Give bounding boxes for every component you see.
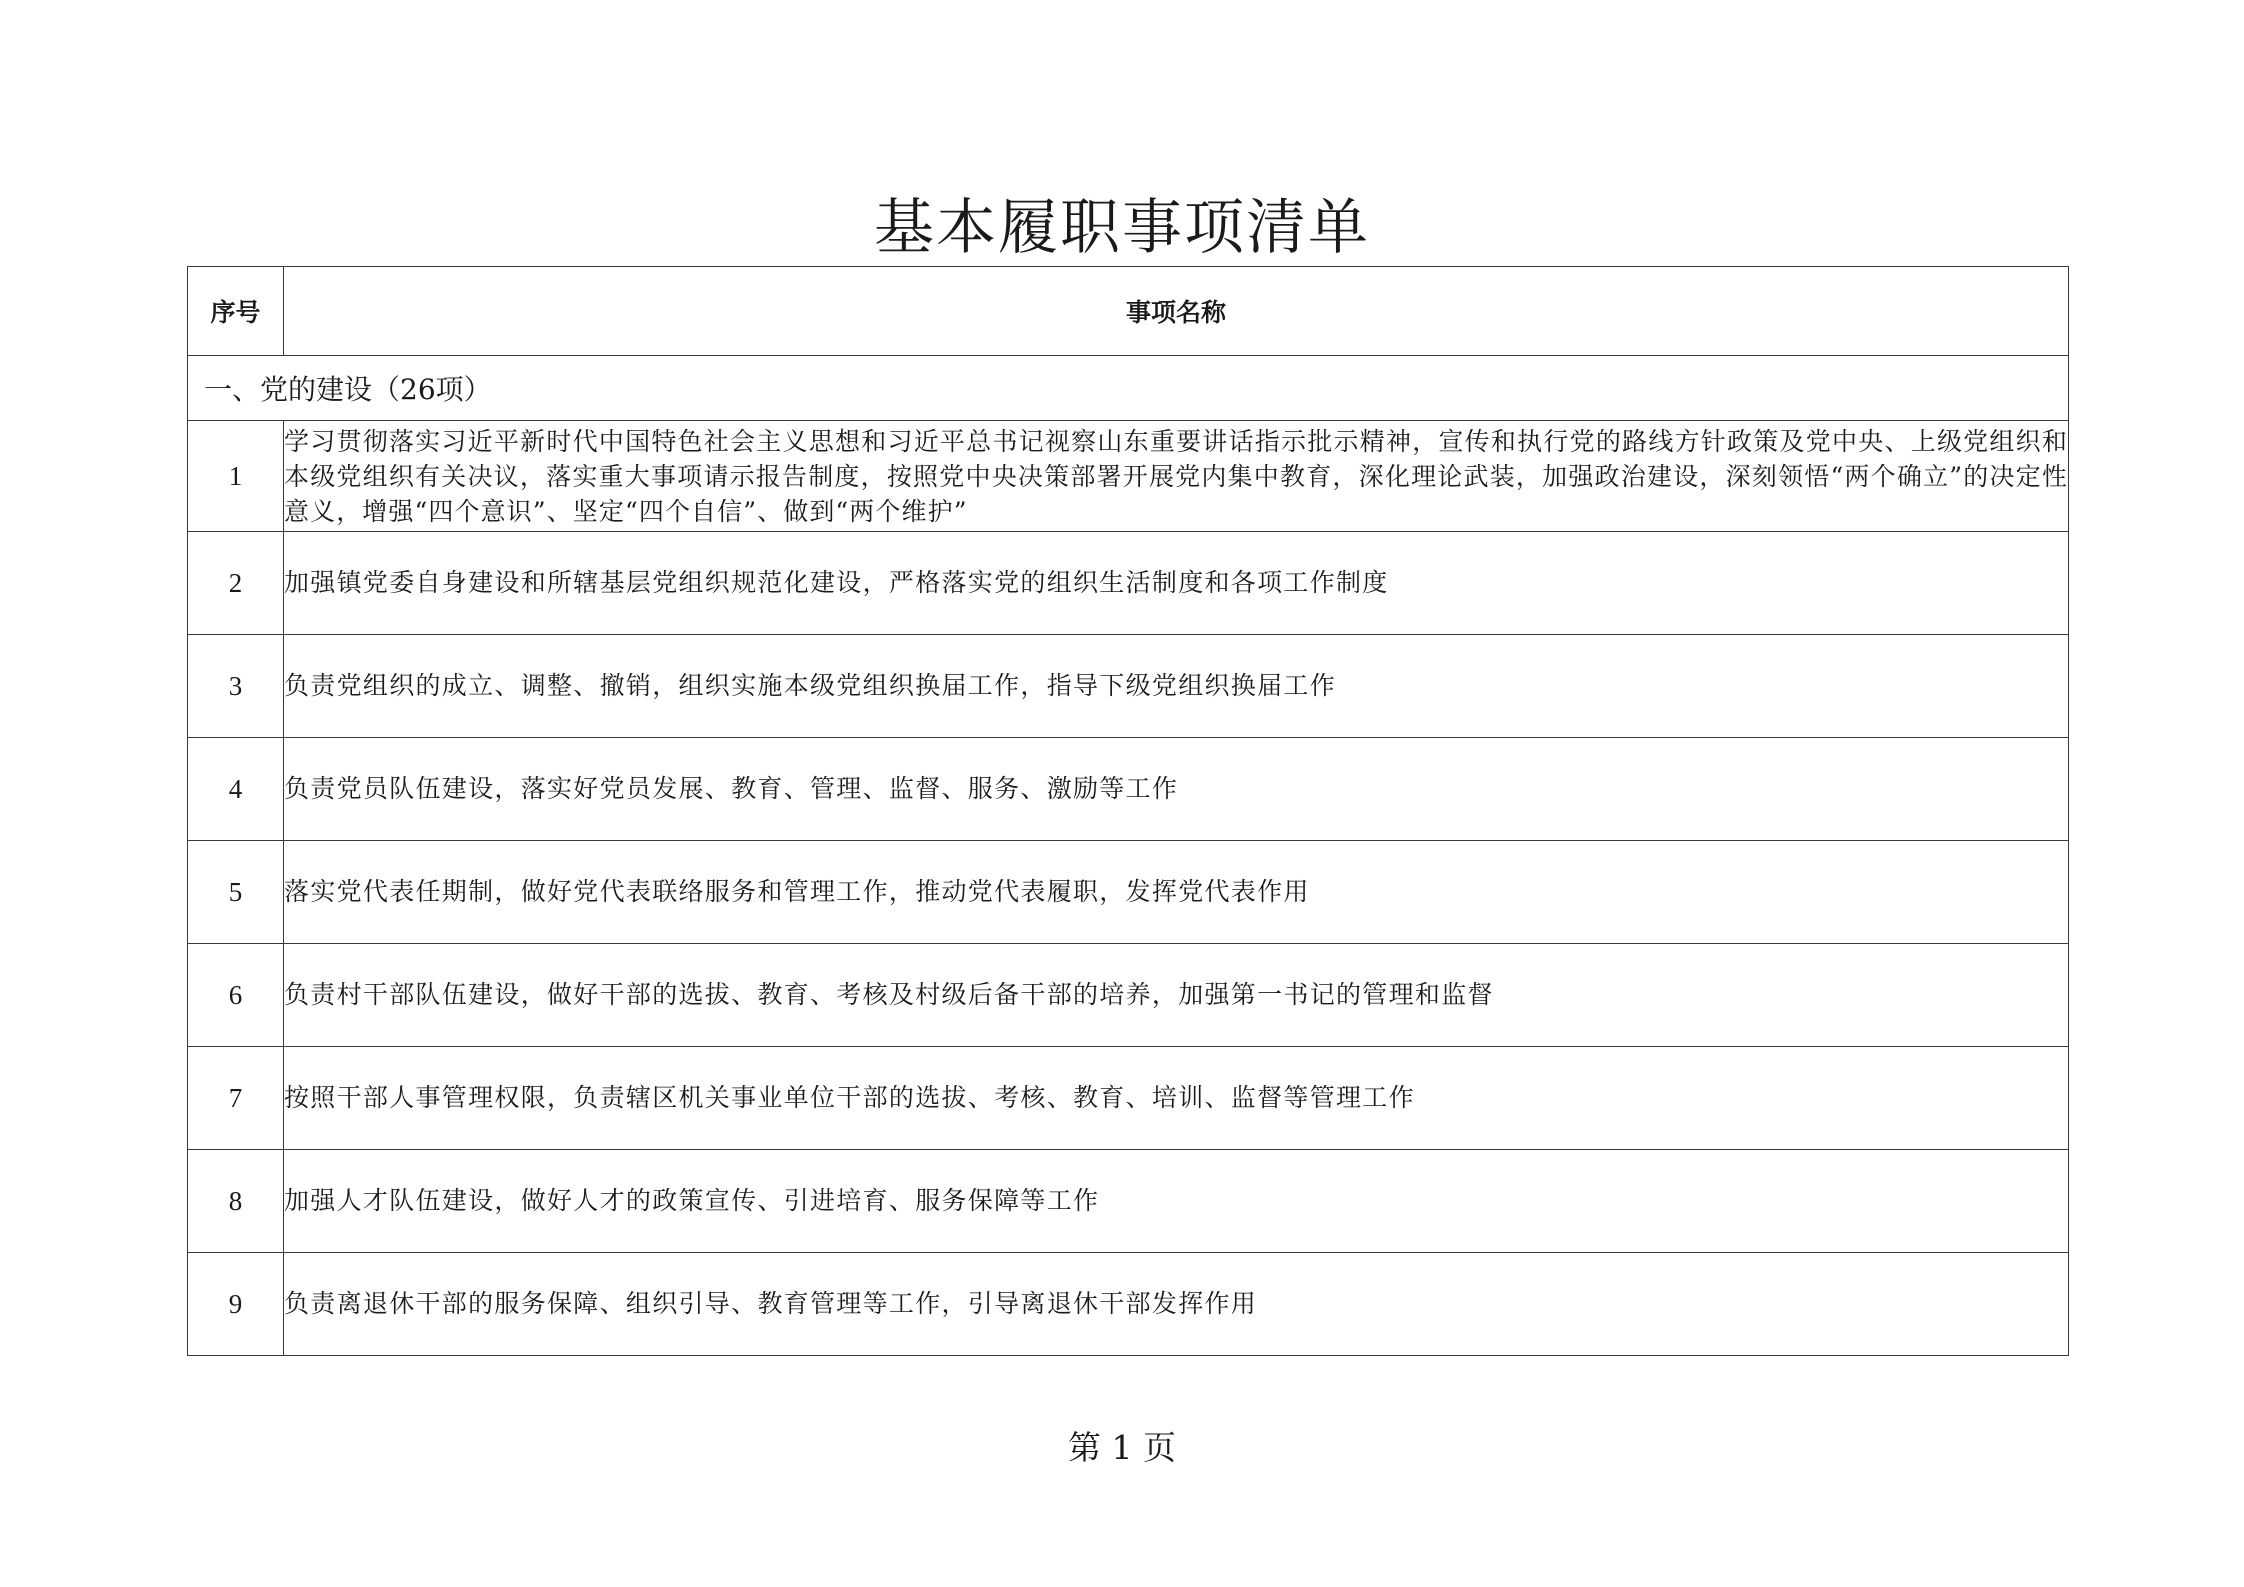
row-item-name: 学习贯彻落实习近平新时代中国特色社会主义思想和习近平总书记视察山东重要讲话指示批示精神，宣传和执行党的路线方针政策及党中央、上级党组织和本级党组织有关决议，落实重大事项请示报告制度，按照党中央决策部署开展党内集中教育，深化理论武装，加强政治建设，深刻领悟“两个确立”的决定性意义，增强“四个意识”、坚定“四个自信”、做到“两个维护” <box>284 421 2069 532</box>
row-item-name: 负责离退休干部的服务保障、组织引导、教育管理等工作，引导离退休干部发挥作用 <box>284 1253 2069 1356</box>
section-row <box>188 356 2069 421</box>
row-item-name: 负责村干部队伍建设，做好干部的选拔、教育、考核及村级后备干部的培养，加强第一书记的管理和监督 <box>284 944 2069 1047</box>
row-item-name: 按照干部人事管理权限，负责辖区机关事业单位干部的选拔、考核、教育、培训、监督等管理工作 <box>284 1047 2069 1150</box>
row-number: 5 <box>188 841 284 944</box>
table-row <box>188 1150 2069 1253</box>
table-row <box>188 1047 2069 1150</box>
table-row <box>188 421 2069 532</box>
row-number: 7 <box>188 1047 284 1150</box>
table-row <box>188 738 2069 841</box>
row-number: 1 <box>188 421 284 532</box>
page-title: 基本履职事项清单 <box>874 193 1370 263</box>
table-row <box>188 635 2069 738</box>
header-item-name: 事项名称 <box>284 267 2069 356</box>
table-header-row <box>188 267 2069 356</box>
row-item-name: 落实党代表任期制，做好党代表联络服务和管理工作，推动党代表履职，发挥党代表作用 <box>284 841 2069 944</box>
table-row <box>188 1253 2069 1356</box>
row-number: 8 <box>188 1150 284 1253</box>
table-row <box>188 944 2069 1047</box>
section-title: 一、党的建设（26项） <box>188 356 2069 421</box>
row-item-name: 加强镇党委自身建设和所辖基层党组织规范化建设，严格落实党的组织生活制度和各项工作制度 <box>284 532 2069 635</box>
row-number: 6 <box>188 944 284 1047</box>
duty-list-table <box>187 266 2069 1356</box>
row-item-name: 负责党员队伍建设，落实好党员发展、教育、管理、监督、服务、激励等工作 <box>284 738 2069 841</box>
header-serial-number: 序号 <box>188 267 284 356</box>
row-number: 4 <box>188 738 284 841</box>
row-number: 9 <box>188 1253 284 1356</box>
row-item-name: 加强人才队伍建设，做好人才的政策宣传、引进培育、服务保障等工作 <box>284 1150 2069 1253</box>
row-number: 2 <box>188 532 284 635</box>
table-row <box>188 841 2069 944</box>
row-number: 3 <box>188 635 284 738</box>
row-item-name: 负责党组织的成立、调整、撤销，组织实施本级党组织换届工作，指导下级党组织换届工作 <box>284 635 2069 738</box>
page-number-footer: 第 1 页 <box>1068 1428 1176 1467</box>
table-row <box>188 532 2069 635</box>
